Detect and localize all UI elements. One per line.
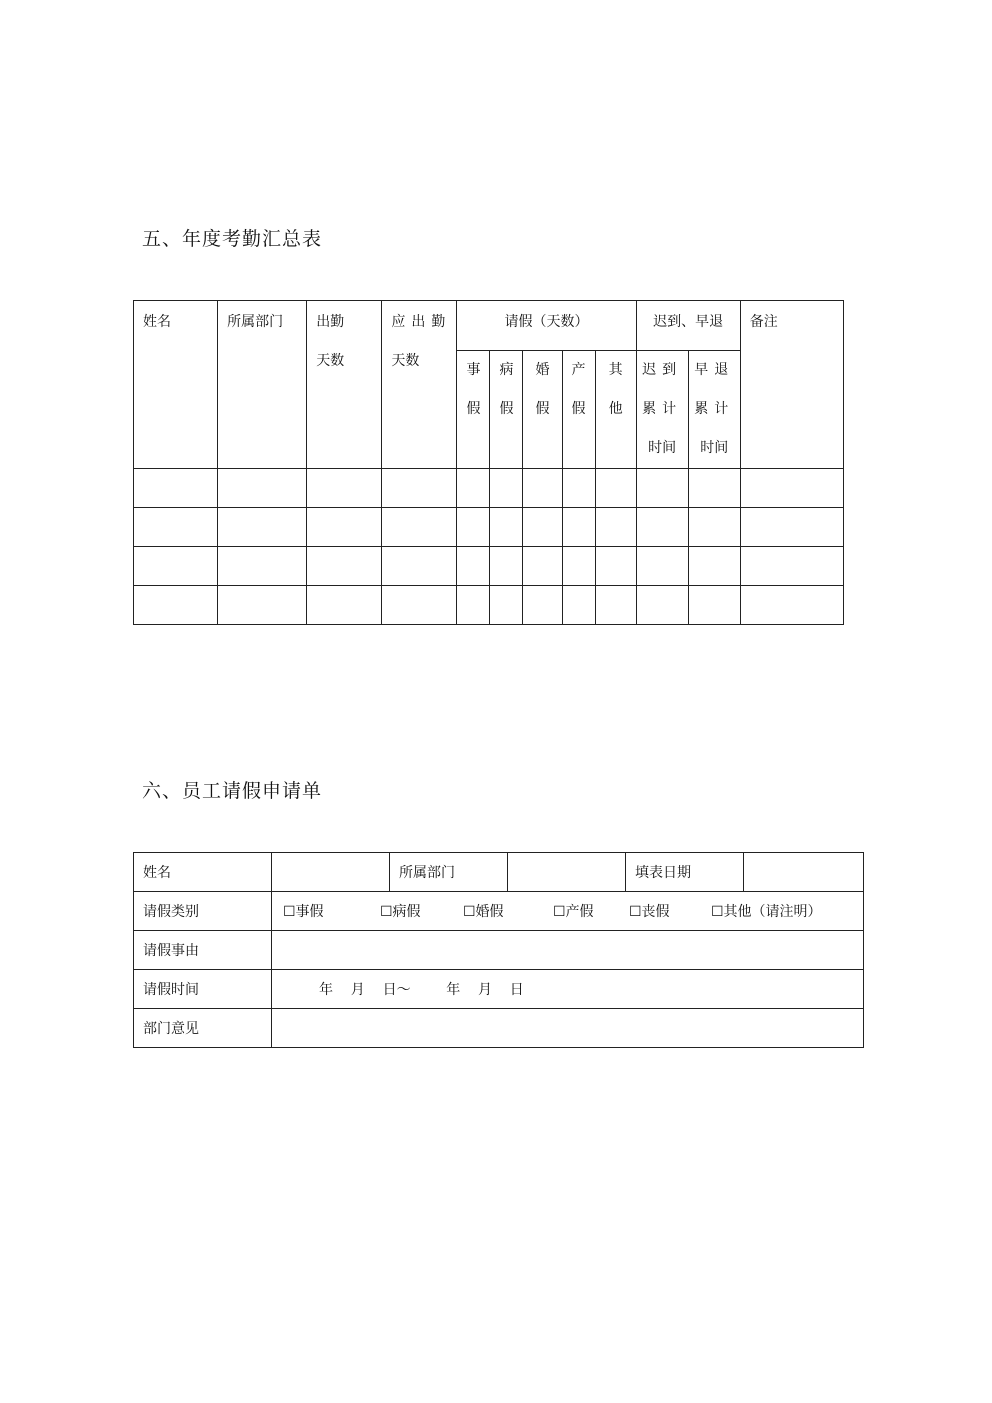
table-cell[interactable]: [490, 547, 523, 586]
table-cell[interactable]: [307, 469, 382, 508]
checkbox-sick-leave[interactable]: ☐病假: [380, 904, 421, 920]
header-attend-line2: 天数: [316, 353, 345, 369]
table-cell[interactable]: [636, 547, 688, 586]
table-cell[interactable]: [457, 469, 490, 508]
table-cell[interactable]: [595, 508, 636, 547]
header-leave-marriage: [523, 351, 562, 469]
leave-type-label-cell: [134, 892, 272, 931]
late-col-line: 迟到: [642, 362, 683, 378]
table-cell[interactable]: [382, 586, 457, 625]
late-col-line: 累计: [694, 401, 735, 417]
table-cell[interactable]: [562, 547, 595, 586]
table-row: [134, 547, 844, 586]
table-cell[interactable]: [457, 547, 490, 586]
fill-date-label: 填表日期: [635, 865, 691, 881]
leave-type-char: 假: [499, 401, 514, 417]
header-early-total: [688, 351, 740, 469]
header-should-line1: 应出勤: [391, 314, 452, 330]
late-col-line: 累计: [642, 401, 683, 417]
header-late-total: [636, 351, 688, 469]
table-cell[interactable]: [134, 469, 218, 508]
table-cell[interactable]: [307, 508, 382, 547]
leave-type-char: 假: [466, 401, 481, 417]
fill-date-field[interactable]: [744, 853, 864, 892]
checkbox-maternity-leave[interactable]: ☐产假: [553, 904, 594, 920]
table-cell[interactable]: [523, 586, 562, 625]
name-label: 姓名: [143, 865, 171, 881]
header-leave-personal: [457, 351, 490, 469]
table-cell[interactable]: [595, 469, 636, 508]
table-cell[interactable]: [636, 508, 688, 547]
table-cell[interactable]: [134, 547, 218, 586]
dept-label-cell: [390, 853, 508, 892]
table-cell[interactable]: [134, 508, 218, 547]
time-label: 请假时间: [143, 982, 199, 998]
header-leave-maternity: [562, 351, 595, 469]
leave-time-field[interactable]: [272, 970, 864, 1009]
leave-type-char: 其: [608, 362, 623, 378]
header-leave-other: [595, 351, 636, 469]
table-cell[interactable]: [562, 508, 595, 547]
leave-request-form: [133, 852, 864, 1048]
leave-type-char: 产: [571, 362, 586, 378]
table-cell[interactable]: [218, 469, 307, 508]
checkbox-other-leave[interactable]: ☐其他（请注明）: [711, 904, 822, 920]
table-cell[interactable]: [218, 508, 307, 547]
dept-label: 所属部门: [399, 865, 455, 881]
table-cell[interactable]: [740, 547, 843, 586]
leave-type-char: 事: [466, 362, 481, 378]
name-label-cell: [134, 853, 272, 892]
checkbox-bereavement-leave[interactable]: ☐丧假: [629, 904, 670, 920]
header-leave-sick: [490, 351, 523, 469]
header-dept: [218, 301, 307, 469]
table-cell[interactable]: [595, 586, 636, 625]
checkbox-marriage-leave[interactable]: ☐婚假: [463, 904, 504, 920]
header-attend-line1: 出勤: [316, 314, 345, 330]
opinion-label-cell: [134, 1009, 272, 1048]
checkbox-personal-leave[interactable]: ☐事假: [283, 904, 324, 920]
table-cell[interactable]: [740, 508, 843, 547]
header-remark-label: 备注: [749, 314, 778, 330]
table-cell[interactable]: [218, 547, 307, 586]
dept-opinion-field[interactable]: [272, 1009, 864, 1048]
header-leave-group: [457, 301, 636, 351]
header-name: [134, 301, 218, 469]
table-cell[interactable]: [457, 508, 490, 547]
table-cell[interactable]: [382, 469, 457, 508]
table-cell[interactable]: [307, 586, 382, 625]
leave-type-options: [272, 892, 864, 931]
late-col-line: 时间: [700, 440, 729, 456]
table-cell[interactable]: [490, 586, 523, 625]
leave-type-char: 病: [499, 362, 514, 378]
table-cell[interactable]: [740, 586, 843, 625]
table-row: [134, 586, 844, 625]
leave-time-value: 年 月 日～ 年 月 日: [319, 982, 524, 998]
table-cell[interactable]: [688, 469, 740, 508]
table-cell[interactable]: [523, 508, 562, 547]
leave-type-char: 假: [535, 401, 550, 417]
header-should-days: [382, 301, 457, 469]
date-label-cell: [626, 853, 744, 892]
late-col-line: 时间: [648, 440, 677, 456]
header-leave-group-label: 请假（天数）: [504, 314, 589, 330]
table-cell[interactable]: [457, 586, 490, 625]
table-cell[interactable]: [523, 547, 562, 586]
table-cell[interactable]: [134, 586, 218, 625]
name-field[interactable]: [272, 853, 390, 892]
section-title-annual-attendance: 五、年度考勤汇总表: [142, 228, 323, 250]
table-cell[interactable]: [382, 547, 457, 586]
table-cell[interactable]: [218, 586, 307, 625]
table-cell[interactable]: [688, 547, 740, 586]
late-col-line: 早退: [694, 362, 735, 378]
header-attend-days: [307, 301, 382, 469]
header-name-label: 姓名: [143, 314, 171, 330]
table-cell[interactable]: [562, 469, 595, 508]
header-should-line2: 天数: [391, 353, 420, 369]
reason-field[interactable]: [272, 931, 864, 970]
table-cell[interactable]: [490, 469, 523, 508]
dept-field[interactable]: [508, 853, 626, 892]
header-remark: [740, 301, 843, 469]
table-cell[interactable]: [636, 469, 688, 508]
section-title-leave-request: 六、员工请假申请单: [142, 780, 323, 802]
leave-type-label: 请假类别: [143, 904, 199, 920]
table-cell[interactable]: [307, 547, 382, 586]
table-cell[interactable]: [562, 586, 595, 625]
leave-type-char: 假: [571, 401, 586, 417]
reason-label-cell: [134, 931, 272, 970]
leave-type-char: 他: [608, 401, 623, 417]
table-cell[interactable]: [595, 547, 636, 586]
annual-attendance-table: [133, 300, 844, 625]
table-cell[interactable]: [688, 586, 740, 625]
table-cell[interactable]: [740, 469, 843, 508]
table-cell[interactable]: [688, 508, 740, 547]
dept-opinion-label: 部门意见: [143, 1021, 199, 1037]
time-label-cell: [134, 970, 272, 1009]
table-cell[interactable]: [382, 508, 457, 547]
header-late-group-label: 迟到、早退: [653, 314, 724, 330]
header-late-group: [636, 301, 740, 351]
table-row: [134, 508, 844, 547]
reason-label: 请假事由: [143, 943, 199, 959]
table-cell[interactable]: [523, 469, 562, 508]
header-dept-label: 所属部门: [227, 314, 284, 330]
leave-type-char: 婚: [535, 362, 550, 378]
table-cell[interactable]: [490, 508, 523, 547]
table-row: [134, 469, 844, 508]
table-cell[interactable]: [636, 586, 688, 625]
